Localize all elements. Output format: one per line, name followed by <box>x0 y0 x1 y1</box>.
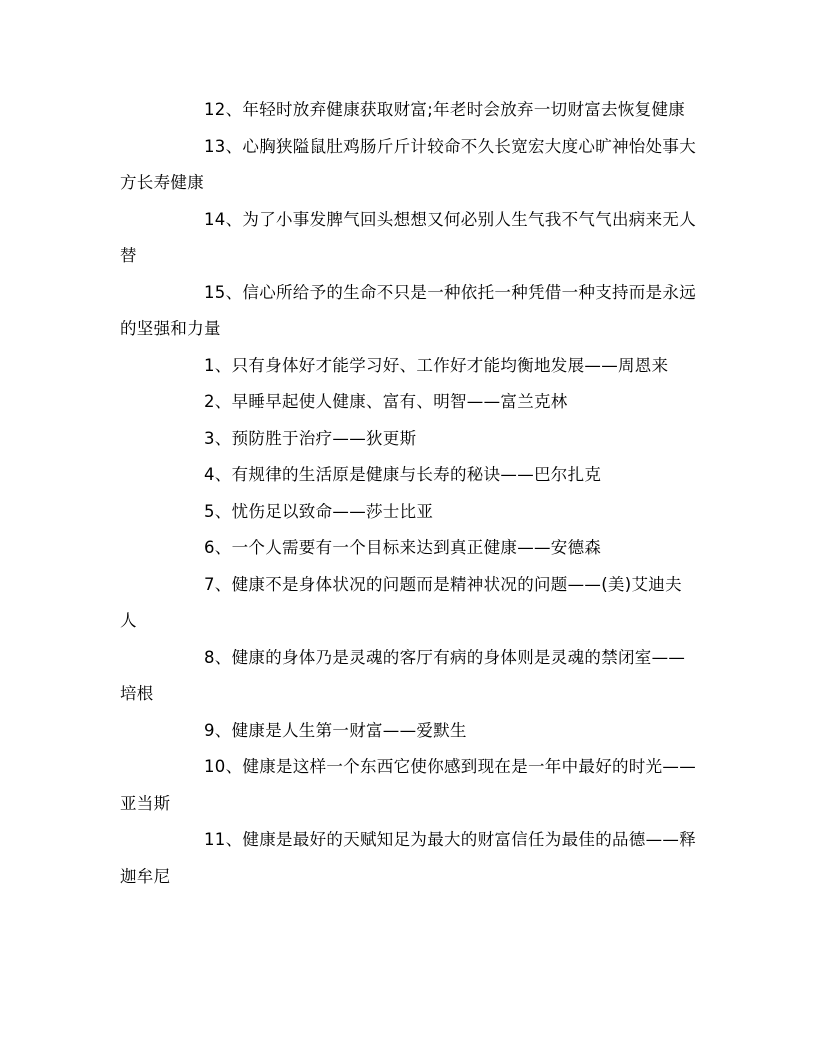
paragraph-2: 2、早睡早起使人健康、富有、明智——富兰克林 <box>204 392 568 411</box>
paragraph-8: 8、健康的身体乃是灵魂的客厅有病的身体则是灵魂的禁闭室——培根 <box>120 647 686 703</box>
paragraph-4: 4、有规律的生活原是健康与长寿的秘诀——巴尔扎克 <box>204 465 602 484</box>
paragraph-9: 9、健康是人生第一财富——爱默生 <box>204 720 467 740</box>
document-body <box>120 92 696 895</box>
paragraph-10: 10、健康是这样一个东西它使你感到现在是一年中最好的时光——亚当斯 <box>120 757 696 813</box>
paragraph-13: 13、心胸狭隘鼠肚鸡肠斤斤计较命不久长宽宏大度心旷神怡处事大方长寿健康 <box>120 136 696 192</box>
paragraph-15: 15、信心所给予的生命不只是一种依托一种凭借一种支持而是永远的坚强和力量 <box>120 282 696 338</box>
paragraph-1: 1、只有身体好才能学习好、工作好才能均衡地发展——周恩来 <box>204 355 669 375</box>
paragraph-6: 6、一个人需要有一个目标来达到真正健康——安德森 <box>204 538 602 557</box>
paragraph-3: 3、预防胜于治疗——狄更斯 <box>204 428 417 448</box>
paragraph-7: 7、健康不是身体状况的问题而是精神状况的问题——(美)艾迪夫人 <box>120 574 682 630</box>
paragraph-12: 12、年轻时放弃健康获取财富;年老时会放弃一切财富去恢复健康 <box>204 100 686 119</box>
paragraph-14: 14、为了小事发脾气回头想想又何必别人生气我不气气出病来无人替 <box>120 209 696 265</box>
paragraph-5: 5、忧伤足以致命——莎士比亚 <box>204 501 434 521</box>
paragraph-11: 11、健康是最好的天赋知足为最大的财富信任为最佳的品德——释迦牟尼 <box>120 830 696 886</box>
